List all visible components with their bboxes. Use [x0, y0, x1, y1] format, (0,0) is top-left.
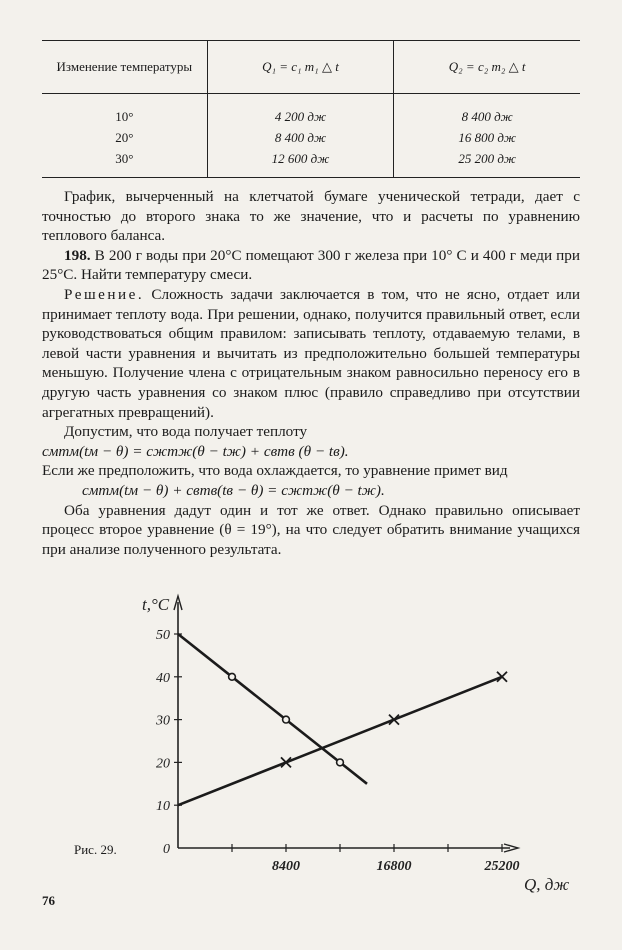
table-cell: 25 200 дж	[394, 148, 580, 178]
x-tick-label: 16800	[376, 859, 412, 874]
x-tick-label: 8400	[272, 859, 300, 874]
data-point-circle	[283, 716, 290, 723]
table-row	[42, 148, 580, 178]
page-number: 76	[42, 893, 55, 908]
y-axis-label: t,°C	[142, 595, 170, 614]
col-header-q2: Q₂ = c₂ m₂ △ t	[394, 41, 580, 94]
table-row	[42, 127, 580, 148]
paragraph-conclusion: Оба уравнения дадут один и тот же ответ. Однако правильно описывает процесс второе уравнение (θ = 19°), на что следует обратить внимание учащихся при анализе полученного результата.	[42, 501, 580, 558]
heat-table	[42, 40, 580, 178]
table-cell: 4 200 дж	[207, 94, 394, 128]
y-tick-label: 50	[156, 628, 170, 643]
paragraph-problem-198	[42, 246, 580, 285]
table-cell: 30°	[42, 148, 207, 178]
table-cell: 8 400 дж	[394, 94, 580, 128]
equation-1: cмmм(tм − θ) = cжmж(θ − tж) + cвmв (θ − tв).	[42, 442, 349, 460]
table-cell: 20°	[115, 129, 134, 145]
solution-label: Решение.	[64, 285, 145, 303]
paragraph-solution	[42, 285, 580, 422]
solution-text: Сложность задачи заключается в том, что не ясно, отдает или принимает теплоту вода. При решении, однако, получится правильный ответ, если руководствоваться общим правилом: записывать теплоту, отдаваемую телами, в левой части уравнения и вычитать из предположительно большей температуры меньшую. Получение члена с отрицательным знаком равносильно переносу его в другую часть уравнения со знаком плюс (правило справедливо при отсутствии агрегатных превращений).	[42, 285, 581, 421]
data-point-circle	[337, 759, 344, 766]
data-point-circle	[229, 673, 236, 680]
paragraph-graph-note: График, вычерченный на клетчатой бумаге ученической тетради, дает с точностью до второго знака то же значение, что и расчеты по уравнению теплового баланса.	[42, 188, 580, 245]
col-header-q1: Q₁ = c₁ m₁ △ t	[207, 41, 394, 94]
figure-caption: Рис. 29.	[74, 842, 117, 857]
table-header-row	[42, 41, 580, 94]
paragraph-cooling: Если же предположить, что вода охлаждается, то уравнение примет вид	[42, 462, 508, 480]
x-axis-label: Q, дж	[524, 875, 570, 894]
y-tick-label: 30	[156, 713, 170, 729]
col-header-temperature: Изменение температуры	[42, 41, 207, 94]
problem-number: 198.	[64, 246, 91, 264]
y-tick-label: 20	[156, 756, 170, 772]
table-cell: 10°	[115, 108, 134, 124]
body-text	[42, 187, 580, 559]
y-tick-label: 0	[163, 842, 170, 857]
equation-2: cмmм(tм − θ) + cвmв(tв − θ) = cжmж(θ − tж).	[82, 481, 385, 499]
series-line-heating	[178, 677, 502, 805]
y-tick-label: 10	[156, 799, 170, 815]
table-cell: 16 800 дж	[394, 127, 580, 148]
temperature-heat-chart	[0, 580, 622, 910]
paragraph-assume: Допустим, что вода получает теплоту	[64, 423, 308, 441]
table-cell: 8 400 дж	[207, 127, 394, 148]
y-tick-label: 40	[156, 670, 170, 686]
x-tick-label: 25200	[484, 859, 520, 874]
problem-text: В 200 г воды при 20°C помещают 300 г железа при 10° C и 400 г меди при 25°C. Найти температуру смеси.	[42, 246, 581, 284]
table-row	[42, 94, 580, 128]
table-cell: 12 600 дж	[207, 148, 394, 178]
